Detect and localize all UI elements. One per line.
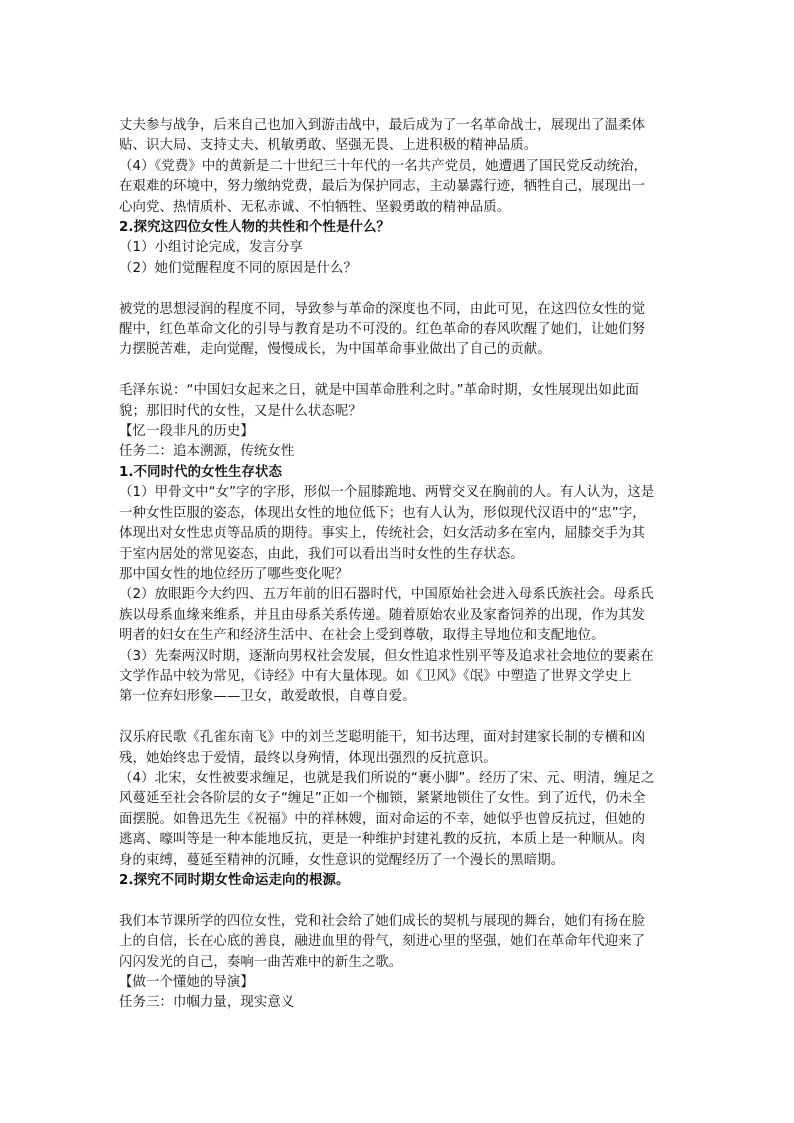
text-line: 面摆脱。如鲁迅先生《祝福》中的祥林嫂，面对命运的不幸，她似乎也曾反抗过，但她的 — [119, 811, 646, 827]
paragraph-gap — [119, 891, 677, 911]
text-line: 闪闪发光的自己，奏响一曲苦难中的新生之歌。 — [119, 954, 403, 970]
paragraph-gap — [119, 279, 677, 299]
text-line: 醒中，红色革命文化的引导与教育是功不可没的。红色革命的春风吹醒了她们，让她们努 — [119, 322, 646, 338]
text-line: 族以母系血缘来维系，并且由母系关系传递。随着原始农业及家畜饲养的出现，作为其发 — [119, 607, 646, 623]
question-heading: 2.探究这四位女性人物的共性和个性是什么？ — [119, 220, 390, 236]
text-line: 心向党、热情质朴、无私赤诚、不怕牺牲、坚毅勇敢的精神品质。 — [119, 199, 511, 215]
text-line: 力摆脱苦难，走向觉醒，慢慢成长，为中国革命事业做出了自己的贡献。 — [119, 342, 551, 358]
question-heading: 2.探究不同时期女性命运走向的根源。 — [119, 872, 350, 888]
text-line: 貌；那旧时代的女性，又是什么状态呢？ — [119, 403, 362, 419]
text-line: 汉乐府民歌《孔雀东南飞》中的刘兰芝聪明能干，知书达理，面对封建家长制的专横和凶 — [119, 730, 646, 746]
paragraph-gap — [119, 361, 677, 381]
section-heading: 【忆一段非凡的历史】 — [119, 424, 254, 440]
document-body — [119, 116, 677, 1014]
text-line: 风蔓延至社会各阶层的女子“缠足”正如一个枷锁，紧紧地锁住了女性。到了近代，仍未全 — [119, 791, 646, 807]
text-line: 被党的思想浸润的程度不同，导致参与革命的深度也不同，由此可见，在这四位女性的觉 — [119, 301, 646, 317]
text-line: （2）她们觉醒程度不同的原因是什么？ — [119, 260, 357, 276]
text-line: 逃离、嚎叫等是一种本能地反抗，更是一种维护封建礼教的反抗，本质上是一种顺从。肉 — [119, 832, 646, 848]
question-heading: 1.不同时代的女性生存状态 — [119, 464, 282, 480]
text-line: 我们本节课所学的四位女性，党和社会给了她们成长的契机与展现的舞台，她们有扬在脸 — [119, 913, 646, 929]
text-line: 毛泽东说：“中国妇女起来之日，就是中国革命胜利之时。”革命时期，女性展现出如此面 — [119, 383, 640, 399]
text-line: 上的自信，长在心底的善良，融进血里的骨气，刻进心里的坚强，她们在革命年代迎来了 — [119, 934, 646, 950]
text-line: （4）北宋，女性被要求缠足，也就是我们所说的“裹小脚”。经历了宋、元、明清，缠足之 — [119, 770, 655, 786]
text-line: 明者的妇女在生产和经济生活中、在社会上受到尊敬，取得主导地位和支配地位。 — [119, 628, 605, 644]
text-line: （3）先秦两汉时期，逐渐向男权社会发展，但女性追求性别平等及追求社会地位的要素在 — [119, 648, 654, 664]
text-line: 残，她始终忠于爱情，最终以身殉情，体现出强烈的反抗意识。 — [119, 750, 497, 766]
task-heading: 任务二：追本溯源，传统女性 — [119, 444, 295, 460]
text-line: 在艰难的环境中，努力缴纳党费，最后为保护同志，主动暴露行迹，牺牲自己，展现出一 — [119, 179, 646, 195]
text-line: 文学作品中较为常见，《诗经》中有大量体现。如《卫风》《氓》中塑造了世界文学史上 — [119, 668, 632, 684]
text-line: （2）放眼距今大约四、五万年前的旧石器时代，中国原始社会进入母系氏族社会。母系氏 — [119, 587, 654, 603]
text-line: 丈夫参与战争，后来自己也加入到游击战中，最后成为了一名革命战士，展现出了温柔体 — [119, 118, 646, 133]
text-line: 第一位弃妇形象——卫女，敢爱敢恨，自尊自爱。 — [119, 689, 416, 705]
text-line: 于室内居处的常见姿态，由此，我们可以看出当时女性的生存状态。 — [119, 546, 524, 562]
text-line: 一种女性臣服的姿态，体现出女性的地位低下；也有人认为，形似现代汉语中的“忠”字， — [119, 505, 646, 521]
text-line: （1）甲骨文中“女”字的字形，形似一个屈膝跪地、两臂交叉在胸前的人。有人认为，这是 — [119, 485, 655, 501]
text-line: （4）《党费》中的黄新是二十世纪三十年代的一名共产党员，她遭遇了国民党反动统治， — [119, 158, 648, 174]
task-heading: 任务三：巾帼力量，现实意义 — [119, 995, 295, 1011]
text-line: 身的束缚，蔓延至精神的沉睡，女性意识的觉醒经历了一个漫长的黑暗期。 — [119, 852, 565, 868]
text-line: 那中国女性的地位经历了哪些变化呢？ — [119, 566, 349, 582]
text-line: （1）小组讨论完成，发言分享 — [119, 240, 303, 256]
text-line: 贴、识大局、支持丈夫、机敏勇敢、坚强无畏、上进积极的精神品质。 — [119, 138, 538, 154]
section-heading: 【做一个懂她的导演】 — [119, 975, 254, 990]
text-line: 体现出对女性忠贞等品质的期待。事实上，传统社会，妇女活动多在室内，屈膝交手为其 — [119, 526, 646, 542]
paragraph-gap — [119, 708, 677, 728]
